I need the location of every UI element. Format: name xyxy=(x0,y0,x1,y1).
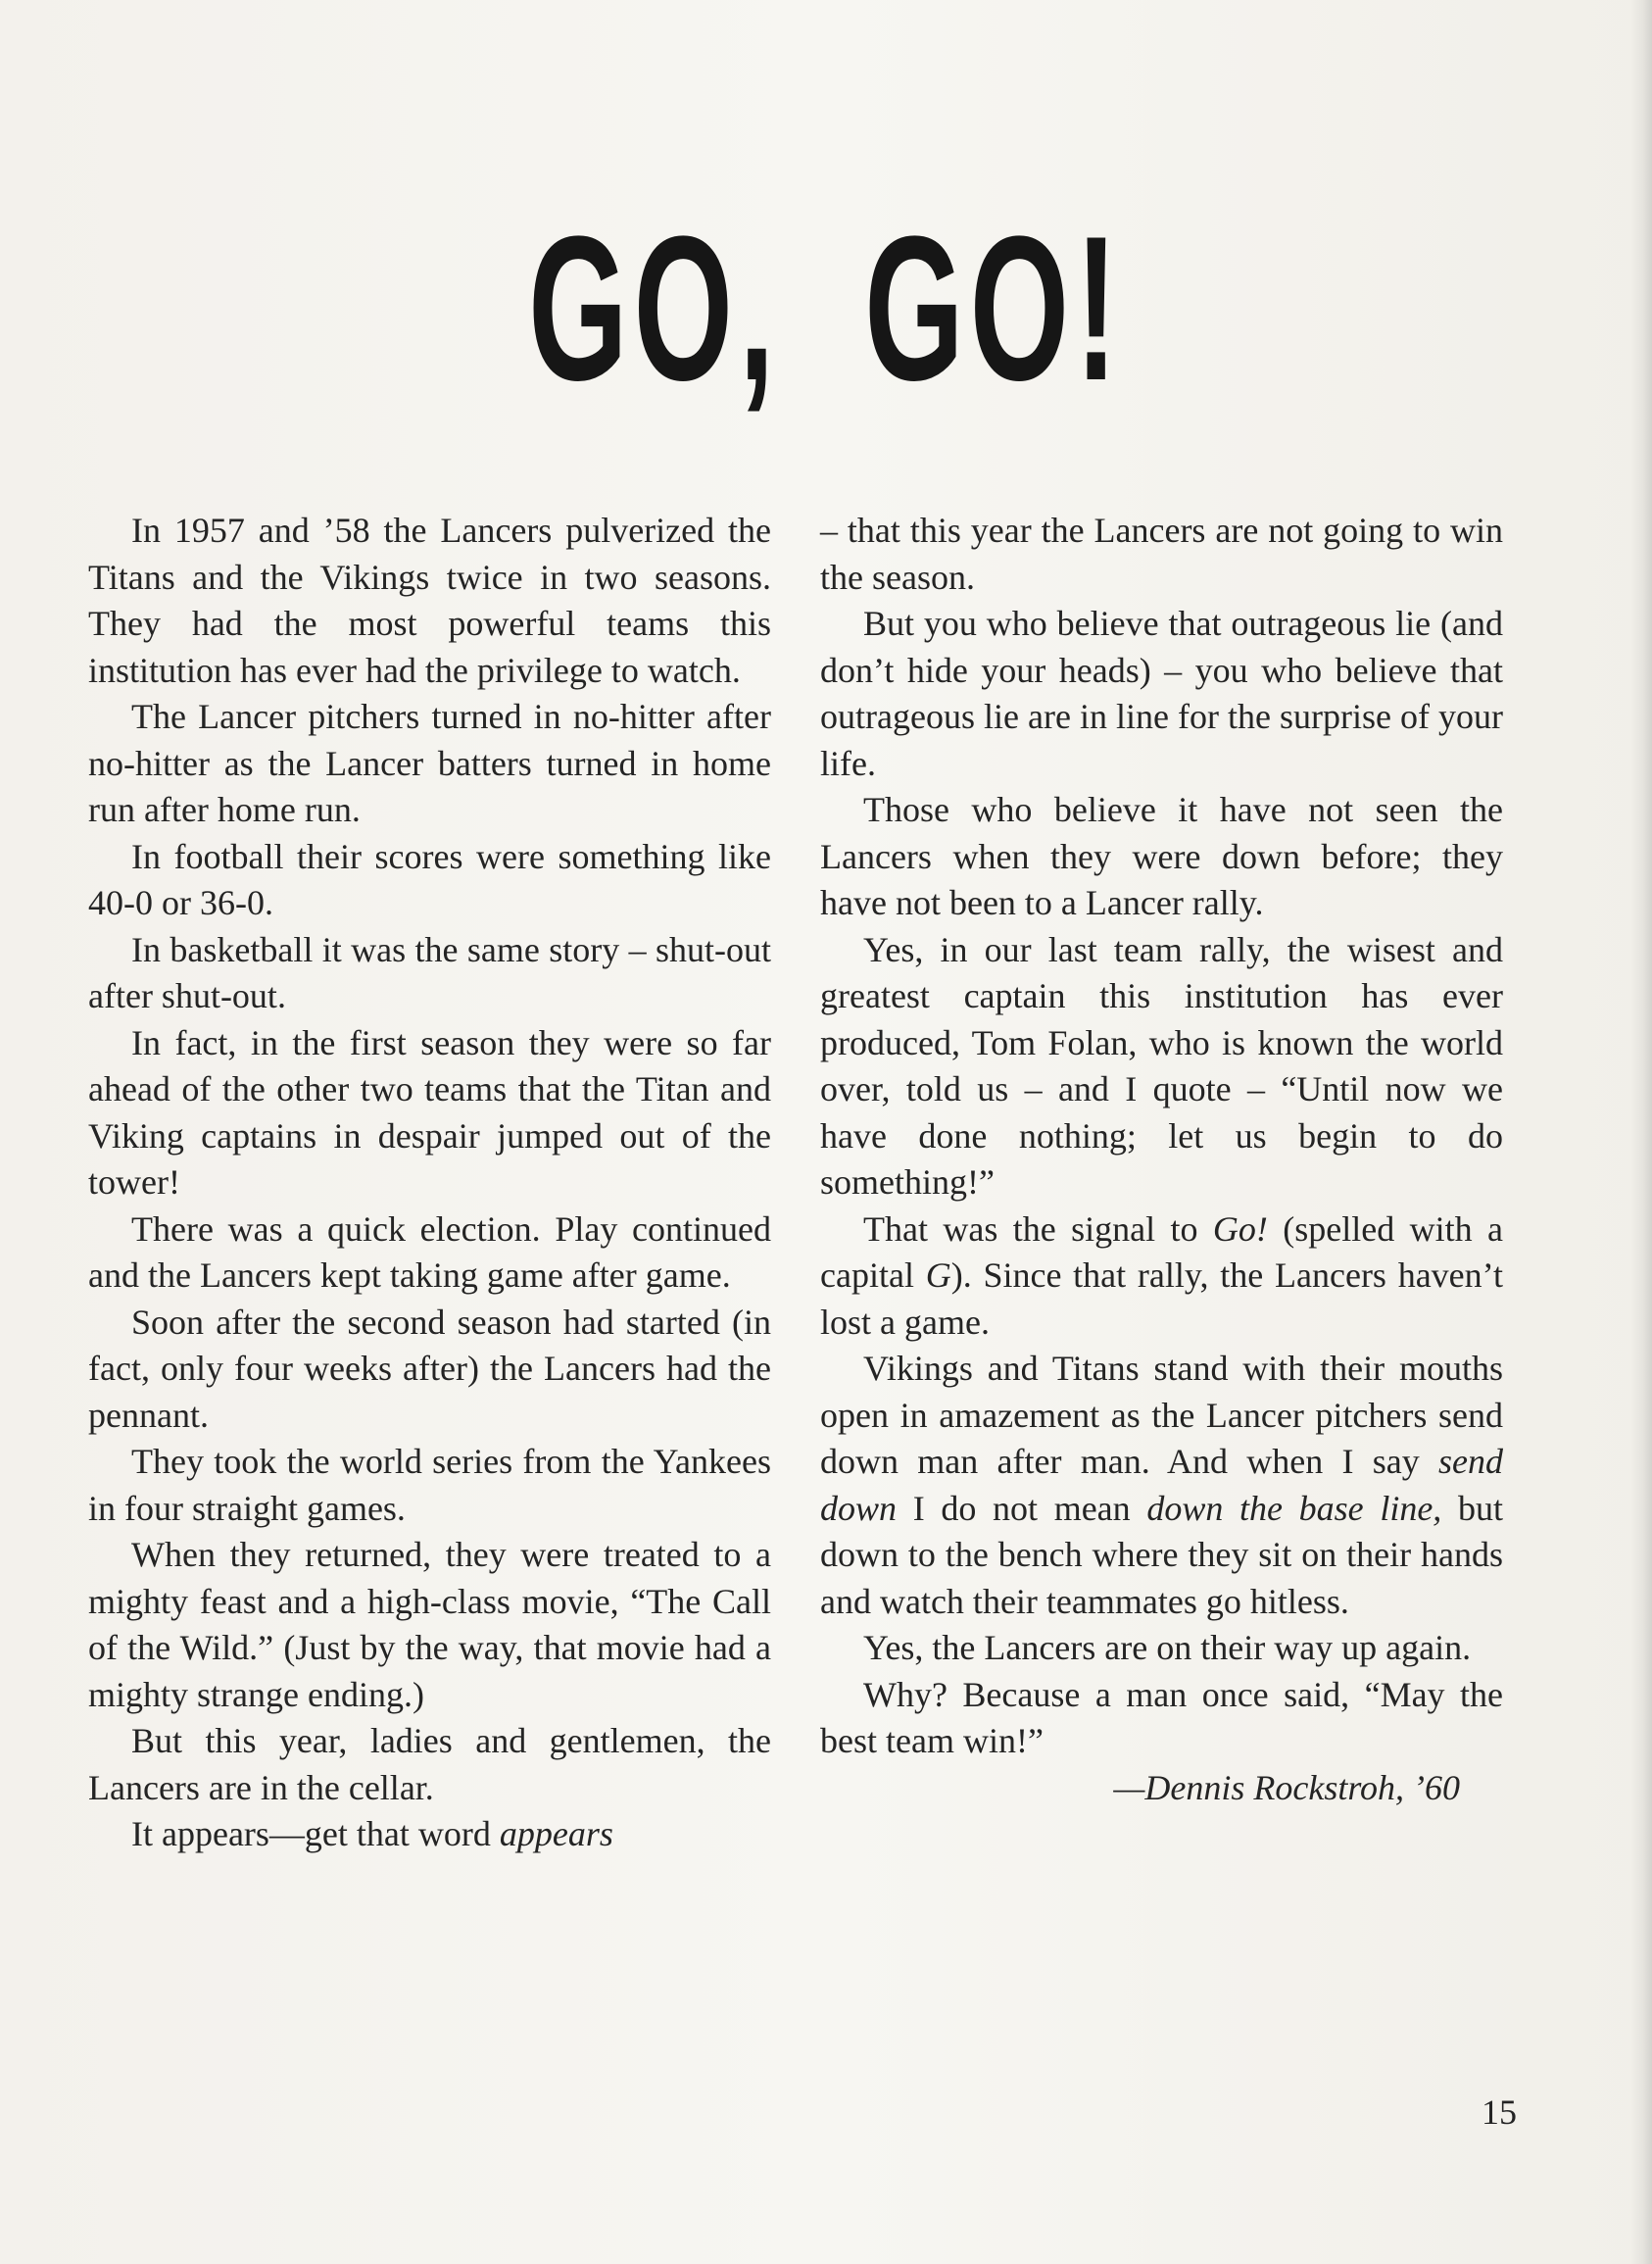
appears-emphasis: appears xyxy=(499,1814,613,1853)
emphasis-g: G xyxy=(925,1255,951,1295)
paragraph: There was a quick election. Play continued and the Lancers kept taking game after game. xyxy=(88,1208,771,1295)
paragraph: Yes, in our last team rally, the wisest and greatest captain this institution has ever produced, Tom Folan, who is known the world over, told us – and I quote – “Until now we have done nothing; let us begin to do something!” xyxy=(820,929,1503,1202)
emphasis-base-line: down the base line, xyxy=(1146,1488,1442,1528)
article-title: GO, GO! xyxy=(528,193,1124,423)
paragraph: They took the world series from the Yankees in four straight games. xyxy=(88,1442,771,1528)
text-run: Vikings and Titans stand with their mouths open in amazement as the Lancer pitchers send down man after man. And when I say xyxy=(820,1349,1503,1481)
paragraph: In basketball it was the same story – shut-out after shut-out. xyxy=(88,929,771,1015)
appears-text: It appears—get that word xyxy=(131,1814,500,1853)
paragraph: Why? Because a man once said, “May the best team win!” xyxy=(820,1674,1503,1760)
text-run: That was the signal to xyxy=(863,1208,1213,1249)
emphasis-send-down: send down xyxy=(820,1442,1503,1528)
text-run: I do not mean xyxy=(897,1488,1147,1528)
paragraph-continuation: – that this year the Lancers are not going to win the season. xyxy=(820,511,1503,597)
paragraph: But you who believe that outrageous lie (and don’t hide your heads) – you who believe that outrageous lie are in line for the surprise of your life. xyxy=(820,604,1503,783)
author-signature: —Dennis Rockstroh, ’60 xyxy=(1113,1767,1460,1807)
paragraph: Those who believe it have not seen the Lancers when they were down before; they have not been to a Lancer rally. xyxy=(820,790,1503,922)
text-run: (spelled with a capital xyxy=(820,1208,1503,1295)
text-run: but down to the bench where they sit on their hands and watch their teammates go hitless. xyxy=(820,1488,1503,1621)
page-number: 15 xyxy=(1482,2092,1517,2132)
page-edge-shadow xyxy=(1630,0,1652,2264)
paragraph: But this year, ladies and gentlemen, the Lancers are in the cellar. xyxy=(88,1721,771,1807)
paragraph-send-down xyxy=(820,1346,1503,1625)
paragraph: In fact, in the first season they were so far ahead of the other two teams that the Titan and Viking captains in despair jumped out of the tower! xyxy=(88,1022,771,1202)
paragraph-signal xyxy=(820,1206,1503,1347)
paragraph: Yes, the Lancers are on their way up again. xyxy=(863,1628,1472,1667)
paragraph: In football their scores were something like 40-0 or 36-0. xyxy=(88,836,771,922)
paragraph: When they returned, they were treated to a mighty feast and a high-class movie, “The Call of the Wild.” (Just by the way, that movie had a mighty strange ending.) xyxy=(88,1535,771,1714)
paragraph: The Lancer pitchers turned in no-hitter after no-hitter as the Lancer batters turned in home run after home run. xyxy=(88,697,771,829)
text-run: ). Since that rally, the Lancers haven’t lost a game. xyxy=(820,1255,1503,1342)
paragraph: Soon after the second season had started (in fact, only four weeks after) the Lancers had the pennant. xyxy=(88,1302,771,1435)
emphasis-go: Go! xyxy=(1212,1208,1268,1249)
paragraph: In 1957 and ’58 the Lancers pulverized the Titans and the Vikings twice in two seasons. They had the most powerful teams this institution has ever had the privilege to watch. xyxy=(88,511,771,690)
right-column xyxy=(820,508,1503,1811)
paragraph-appears xyxy=(88,1811,771,1858)
left-column xyxy=(88,508,771,1858)
